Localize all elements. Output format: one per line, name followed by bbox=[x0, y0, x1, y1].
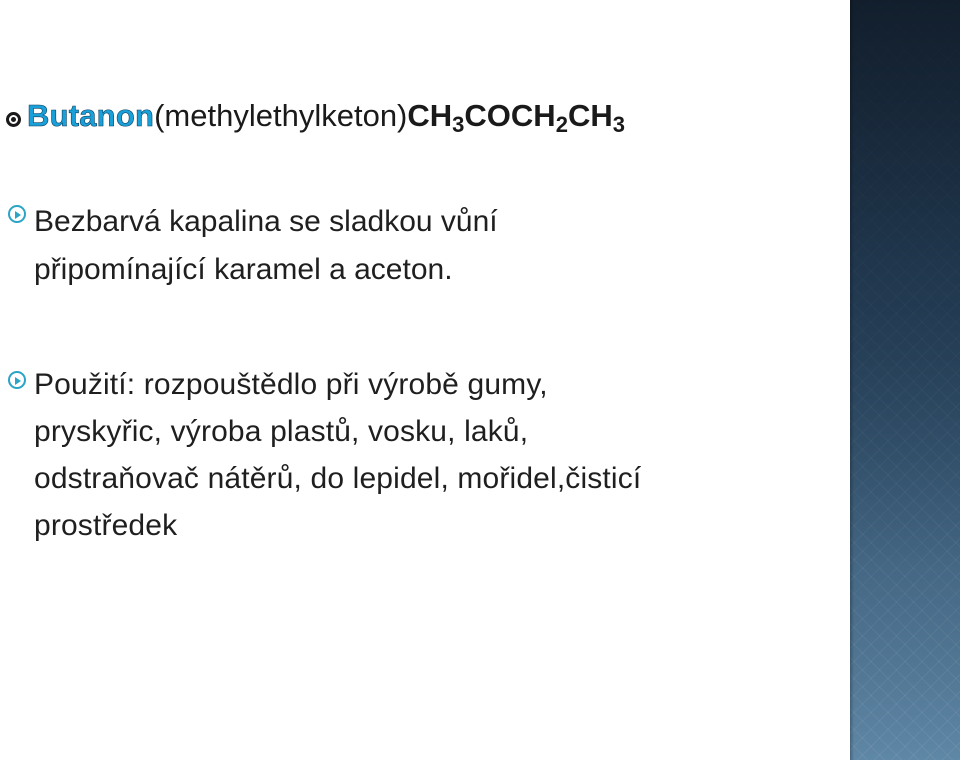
formula-part: COCH bbox=[464, 98, 556, 133]
formula-part: CH bbox=[407, 98, 453, 133]
bullet-usage bbox=[8, 361, 808, 549]
bullet-line: Bezbarvá kapalina se sladkou vůní bbox=[34, 205, 498, 238]
title-alternate-name: (methylethylketon) bbox=[154, 98, 408, 133]
formula-subscript: 3 bbox=[612, 112, 625, 137]
slide-title bbox=[6, 98, 625, 142]
decorative-side-panel bbox=[850, 0, 960, 760]
chemical-formula bbox=[407, 98, 625, 137]
circled-play-bullet-icon bbox=[8, 371, 26, 389]
bullet-text bbox=[34, 361, 808, 549]
ring-bullet-icon bbox=[6, 112, 21, 127]
bullet-line: prostředek bbox=[34, 509, 178, 542]
bullet-line: pryskyřic, výroba plastů, vosku, laků, bbox=[34, 415, 529, 448]
circled-play-bullet-icon bbox=[8, 205, 26, 223]
bullet-line: připomínající karamel a aceton. bbox=[34, 253, 453, 286]
bullet-description bbox=[8, 198, 808, 294]
title-compound-name: Butanon bbox=[27, 98, 155, 133]
bullet-line: Použití: rozpouštědlo při výrobě gumy, bbox=[34, 368, 548, 401]
formula-subscript: 3 bbox=[452, 112, 465, 137]
formula-part: CH bbox=[567, 98, 613, 133]
bullet-line: odstraňovač nátěrů, do lepidel, mořidel,čisticí bbox=[34, 462, 642, 495]
bullet-text bbox=[34, 198, 808, 294]
formula-subscript: 2 bbox=[555, 112, 568, 137]
